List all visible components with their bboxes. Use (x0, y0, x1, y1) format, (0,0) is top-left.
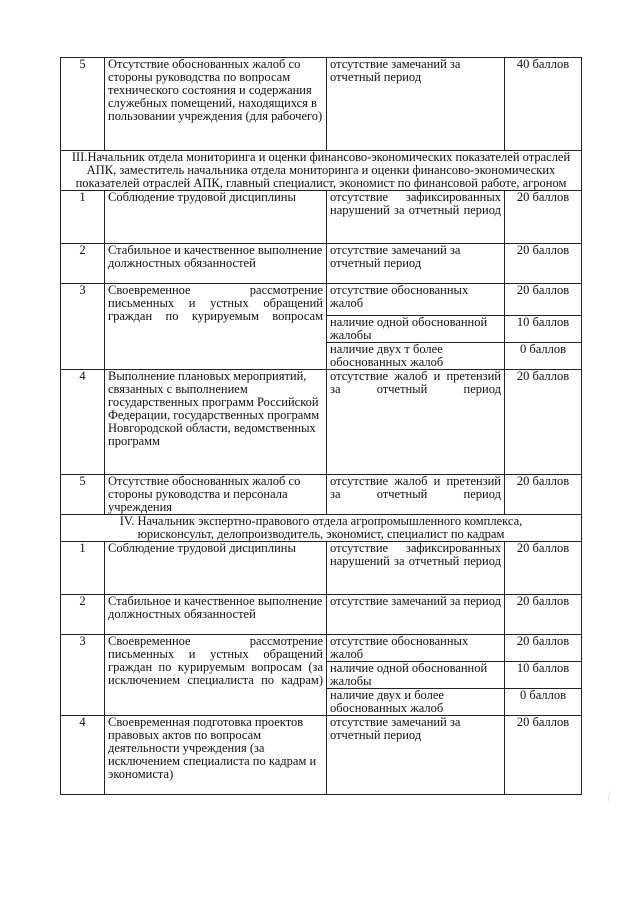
points-value: 10 баллов (505, 662, 582, 689)
condition-text: наличие двух т более обоснованных жалоб (327, 343, 505, 370)
criterion-text: Своевременное рассмотрение письменных и устных обращений граждан по курируемым вопросам (за исключением специалиста по кадрам) (105, 635, 327, 716)
section-title: III.Начальник отдела мониторинга и оценки финансово-экономических показателей отраслей АПК, заместитель начальника отдела мониторинга и оценки финансово-экономических показателей отраслей АПК, главный специалист, экономист по финансовой работе, агроном (61, 151, 582, 191)
condition-text: отсутствие жалоб и претензий за отчетный период (327, 370, 505, 475)
criteria-table (60, 57, 582, 795)
condition-text: отсутствие замечаний за отчетный период (327, 58, 505, 151)
points-value: 20 баллов (505, 191, 582, 244)
table-row (61, 370, 582, 475)
points-value: 10 баллов (505, 316, 582, 343)
condition-text: отсутствие зафиксированных нарушений за отчетный период (327, 191, 505, 244)
criterion-text: Соблюдение трудовой дисциплины (105, 191, 327, 244)
condition-text: отсутствие замечаний за отчетный период (327, 716, 505, 795)
points-value: 0 баллов (505, 689, 582, 716)
points-value: 20 баллов (505, 716, 582, 795)
row-number: 2 (61, 595, 105, 635)
condition-text: отсутствие замечаний за период (327, 595, 505, 635)
condition-text: отсутствие жалоб и претензий за отчетный период (327, 475, 505, 515)
criterion-text: Соблюдение трудовой дисциплины (105, 542, 327, 595)
condition-text: наличие двух и более обоснованных жалоб (327, 689, 505, 716)
condition-text: наличие одной обоснованной жалобы (327, 316, 505, 343)
points-value: 20 баллов (505, 595, 582, 635)
condition-text: отсутствие зафиксированных нарушений за отчетный период (327, 542, 505, 595)
criterion-text: Стабильное и качественное выполнение должностных обязанностей (105, 244, 327, 284)
criterion-text: Стабильное и качественное выполнение должностных обязанностей (105, 595, 327, 635)
condition-text: отсутствие обоснованных жалоб (327, 284, 505, 316)
points-value: 20 баллов (505, 542, 582, 595)
condition-text: отсутствие обоснованных жалоб (327, 635, 505, 662)
criterion-text: Отсутствие обоснованных жалоб со стороны руководства по вопросам технического состояния и содержания служебных помещений, находящихся в пользовании учреждения (для рабочего) (105, 58, 327, 151)
table-row (61, 716, 582, 795)
table-row (61, 595, 582, 635)
section-header-row (61, 151, 582, 191)
points-value: 0 баллов (505, 343, 582, 370)
row-number: 3 (61, 635, 105, 716)
faint-margin-mark: — (601, 789, 616, 804)
row-number: 1 (61, 191, 105, 244)
points-value: 20 баллов (505, 284, 582, 316)
points-value: 40 баллов (505, 58, 582, 151)
table-row (61, 244, 582, 284)
row-number: 5 (61, 475, 105, 515)
section-header-row (61, 515, 582, 542)
table-row (61, 475, 582, 515)
points-value: 20 баллов (505, 475, 582, 515)
criterion-text: Своевременная подготовка проектов правовых актов по вопросам деятельности учреждения (за исключением специалиста по кадрам и экономиста) (105, 716, 327, 795)
points-value: 20 баллов (505, 370, 582, 475)
row-number: 4 (61, 716, 105, 795)
row-number: 5 (61, 58, 105, 151)
criterion-text: Выполнение плановых мероприятий, связанных с выполнением государственных программ Российской Федерации, государственных программ Новгородской области, ведомственных программ (105, 370, 327, 475)
row-number: 3 (61, 284, 105, 370)
points-value: 20 баллов (505, 244, 582, 284)
criterion-text: Отсутствие обоснованных жалоб со стороны руководства и персонала учреждения (105, 475, 327, 515)
condition-text: наличие одной обоснованной жалобы (327, 662, 505, 689)
condition-text: отсутствие замечаний за отчетный период (327, 244, 505, 284)
criterion-text: Своевременное рассмотрение письменных и устных обращений граждан по курируемым вопросам (105, 284, 327, 370)
table-row (61, 635, 582, 662)
table-row (61, 58, 582, 151)
row-number: 4 (61, 370, 105, 475)
table-row (61, 542, 582, 595)
section-title: IV. Начальник экспертно-правового отдела агропромышленного комплекса, юрисконсульт, делопроизводитель, экономист, специалист по кадрам (61, 515, 582, 542)
row-number: 1 (61, 542, 105, 595)
table-row (61, 284, 582, 316)
table-row (61, 191, 582, 244)
points-value: 20 баллов (505, 635, 582, 662)
row-number: 2 (61, 244, 105, 284)
